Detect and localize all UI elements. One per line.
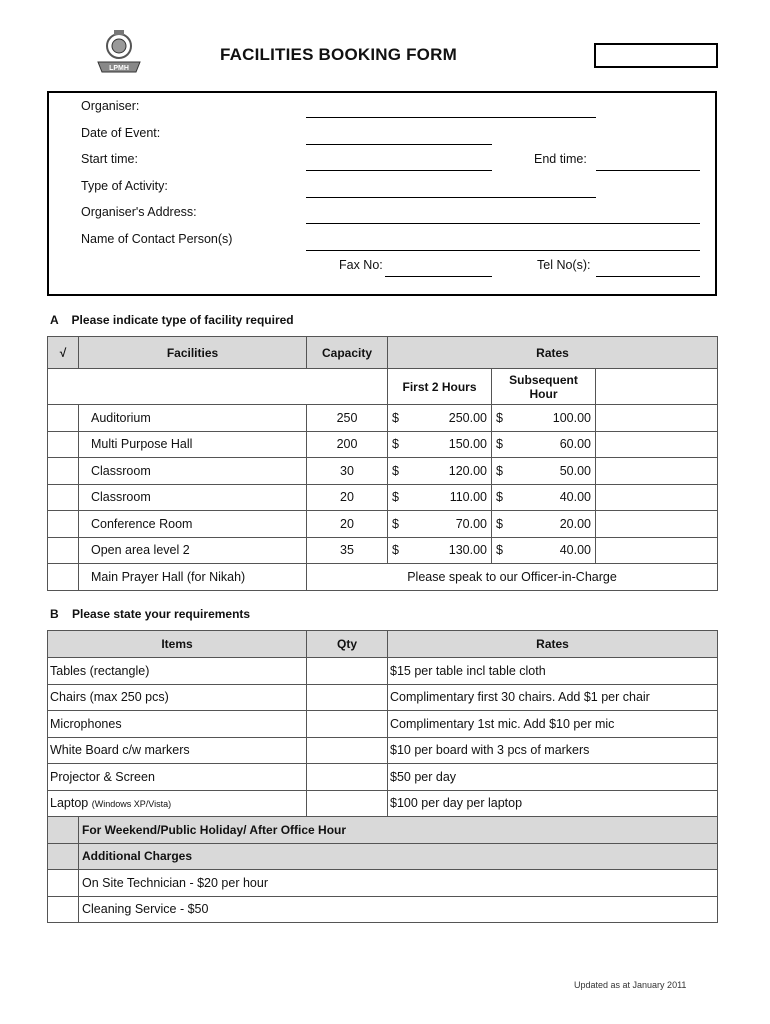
activity-label: Type of Activity:: [81, 179, 168, 193]
facility-capacity: 20: [307, 484, 388, 511]
table-row: [48, 711, 718, 738]
requirements-table: [47, 630, 718, 923]
facility-name: Conference Room: [79, 511, 307, 538]
section-a-title: A Please indicate type of facility required: [50, 313, 294, 327]
rates-column-header: Rates: [388, 337, 718, 369]
facility-capacity: 30: [307, 458, 388, 485]
facility-checkbox[interactable]: [48, 405, 79, 432]
table-row: [48, 764, 718, 791]
facility-name: Main Prayer Hall (for Nikah): [79, 564, 307, 591]
cleaning-charge: Cleaning Service - $50: [79, 896, 718, 923]
facility-checkbox[interactable]: [48, 484, 79, 511]
lpmh-logo: [92, 28, 146, 78]
organiser-field[interactable]: [306, 117, 596, 118]
table-row: Multi Purpose Hall 200 $ 150.00 $ 60.00: [48, 431, 718, 458]
weekend-heading: For Weekend/Public Holiday/ After Office Hour: [79, 817, 718, 844]
date-label: Date of Event:: [81, 126, 161, 140]
capacity-column-header: Capacity: [307, 337, 388, 369]
facility-capacity: 20: [307, 511, 388, 538]
facility-checkbox[interactable]: [48, 564, 79, 591]
item-rate: $100 per day per laptop: [388, 790, 718, 817]
date-field[interactable]: [306, 144, 492, 145]
officer-note: Please speak to our Officer-in-Charge: [307, 564, 718, 591]
item-rate: $15 per table incl table cloth: [388, 658, 718, 685]
end-time-label: End time:: [534, 152, 587, 166]
additional-charges-heading: Additional Charges: [79, 843, 718, 870]
svg-text:LPMH: LPMH: [109, 65, 129, 72]
reference-number-box[interactable]: [594, 43, 718, 68]
subsequent-hour-header: Subsequent Hour: [492, 369, 596, 405]
table-row: [48, 737, 718, 764]
facility-capacity: 250: [307, 405, 388, 432]
rates-column-header: Rates: [388, 631, 718, 658]
technician-checkbox[interactable]: [48, 870, 79, 897]
contact-field[interactable]: [306, 250, 700, 251]
laptop-os-note: (Windows XP/Vista): [91, 799, 172, 810]
facility-checkbox[interactable]: [48, 458, 79, 485]
facility-checkbox[interactable]: [48, 431, 79, 458]
activity-field[interactable]: [306, 197, 596, 198]
item-name: Microphones: [48, 711, 307, 738]
item-name: Projector & Screen: [48, 764, 307, 791]
table-row: Auditorium 250 $ 250.00 $ 100.00: [48, 405, 718, 432]
cleaning-checkbox[interactable]: [48, 896, 79, 923]
table-row: [48, 658, 718, 685]
technician-charge: On Site Technician - $20 per hour: [79, 870, 718, 897]
facilities-table: [47, 336, 718, 591]
organiser-info-box: [47, 91, 717, 296]
table-row: Classroom 30 $ 120.00 $ 50.00: [48, 458, 718, 485]
facility-checkbox[interactable]: [48, 511, 79, 538]
fax-field[interactable]: [385, 276, 492, 277]
item-rate: Complimentary first 30 chairs. Add $1 per chair: [388, 684, 718, 711]
section-b-title: B Please state your requirements: [50, 607, 251, 621]
item-name: White Board c/w markers: [48, 737, 307, 764]
qty-input[interactable]: [307, 737, 388, 764]
table-row: Open area level 2 35 $ 130.00 $ 40.00: [48, 537, 718, 564]
facilities-column-header: Facilities: [79, 337, 307, 369]
page-title: FACILITIES BOOKING FORM: [220, 45, 457, 64]
tel-field[interactable]: [596, 276, 700, 277]
table-row: Conference Room 20 $ 70.00 $ 20.00: [48, 511, 718, 538]
item-name: Tables (rectangle): [48, 658, 307, 685]
qty-input[interactable]: [307, 764, 388, 791]
organiser-label: Organiser:: [81, 99, 140, 113]
table-row: [48, 790, 718, 817]
qty-input[interactable]: [307, 684, 388, 711]
item-name: Chairs (max 250 pcs): [48, 684, 307, 711]
facility-name: Auditorium: [79, 405, 307, 432]
qty-column-header: Qty: [307, 631, 388, 658]
first-2-hours-header: First 2 Hours: [388, 369, 492, 405]
check-column-header: √: [48, 337, 79, 369]
updated-note: Updated as at January 2011: [574, 980, 687, 990]
contact-label: Name of Contact Person(s): [81, 232, 233, 246]
facility-checkbox[interactable]: [48, 537, 79, 564]
items-column-header: Items: [48, 631, 307, 658]
item-rate: Complimentary 1st mic. Add $10 per mic: [388, 711, 718, 738]
qty-input[interactable]: [307, 790, 388, 817]
facility-name: Open area level 2: [79, 537, 307, 564]
qty-input[interactable]: [307, 658, 388, 685]
facility-capacity: 200: [307, 431, 388, 458]
item-name: Laptop (Windows XP/Vista): [48, 790, 307, 817]
end-time-field[interactable]: [596, 170, 700, 171]
table-row: [48, 896, 718, 923]
facility-capacity: 35: [307, 537, 388, 564]
item-rate: $10 per board with 3 pcs of markers: [388, 737, 718, 764]
facility-name: Classroom: [79, 458, 307, 485]
facility-name: Multi Purpose Hall: [79, 431, 307, 458]
table-row: [48, 870, 718, 897]
address-field[interactable]: [306, 223, 700, 224]
table-row: [48, 684, 718, 711]
start-time-label: Start time:: [81, 152, 138, 166]
address-label: Organiser's Address:: [81, 205, 197, 219]
start-time-field[interactable]: [306, 170, 492, 171]
table-row: [48, 564, 718, 591]
table-row: Classroom 20 $ 110.00 $ 40.00: [48, 484, 718, 511]
tel-label: Tel No(s):: [537, 258, 591, 272]
qty-input[interactable]: [307, 711, 388, 738]
facility-name: Classroom: [79, 484, 307, 511]
item-rate: $50 per day: [388, 764, 718, 791]
fax-label: Fax No:: [339, 258, 383, 272]
